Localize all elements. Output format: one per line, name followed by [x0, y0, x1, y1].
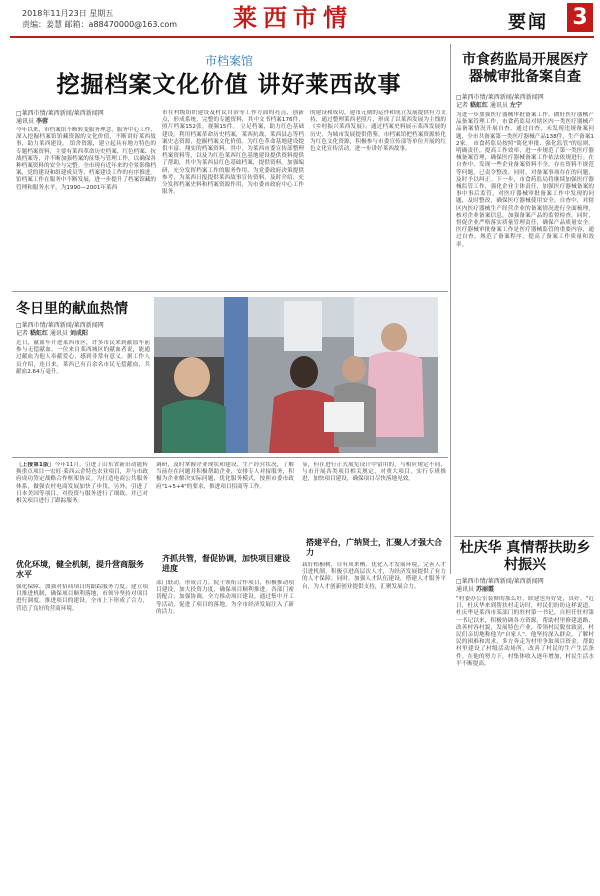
right-column-divider: [450, 44, 451, 574]
bottom-col-1: [16, 462, 148, 558]
main-kicker: 市档案馆: [204, 54, 253, 68]
header-editor: 责编：姜慧 邮箱：a88470000@163.com: [22, 20, 178, 29]
winter-byline-correspondent: 刘成阳: [69, 330, 88, 337]
bottom-col1-label: ［上接第1版］: [16, 462, 55, 468]
right-top-body: 为进一步加强医疗器械审批备案工作，做好医疗器械产品备案管理工作，市食药监局对辖区内一类医疗器械产品备案情况开展自查。通过自查，未发现违规备案问题，全市共备案第一类医疗器械产品138件，生产备案12家。 市食药监局按照"简化审批、强化监管"的原则，明确责任，提高工作效率，进一步规范了第一类医疗器械备案管理，确保医疗器械备案工作依法依规进行。在自查中，发现一些企业备案资料不全，存在资料不规范等问题，已责令整改。同时，对备案事项存在的问题，及时予以纠正。下一步，市食药监局将继续加强医疗器械监管工作，强化企业主体责任，加强医疗器械备案的事中事后监管，对医疗器械审批备案工作中发现的问题，及时整改，确保医疗器械使用安全。自查中，对辖区内医疗器械生产经营企业的备案情况进行全面梳理，核对企业备案信息，加强备案产品的监督检查。同时，督促企业严格落实质量管理责任，确保产品质量安全。医疗器械审批备案工作是医疗器械监管的重要内容，通过自查，规范了备案程序，提高了备案工作质量和效率。: [456, 112, 594, 248]
poverty-byline: □莱西市情/莱西新闻/莱西新闻网 通讯员 苏丽霞: [456, 578, 544, 593]
poverty-byline-reporter: 苏丽霞: [475, 586, 494, 593]
bottom-col1-text: 今年11月，引进了山东省新旧动能转换重点项目一宏旺·莱西云企特色农业项目，并与市政府成功签定战略合作框架协议。为打造电商公共服务体系，做强农村电商发展加快了步伐。另外，引进了日本美国等项目，对投资与服务进行了细致，并已对相关项目进行了跟踪服务。: [16, 462, 148, 505]
header-date: 2018年11月23日 星期五: [22, 9, 114, 18]
bottom-col-1b: 强化保障，加强对招商项目的跟踪服务力度，建立项目推进机制，确保项目顺利落地，市领导坚持对项目进行调度，推进项目的建设。全市上下形成了合力，营造了良好的营商环境。: [16, 584, 148, 612]
right-top-headline: 市食药监局开展医疗器械审批备案自查: [462, 52, 588, 85]
bottom-col-2b: 部门联动，形成合力。院士领衔合作项目，积极推动项目建设，加大投资力度，确保项目顺利推进。各部门密切配合、加强协调，全力推动项目建设。通过集中开工等活动，促进了项目的落地，为全市经济发展注入了新的活力。: [156, 580, 294, 615]
bottom-divider: [12, 457, 448, 458]
right-top-byline-label: 记者: [456, 102, 469, 109]
header-rule: [10, 36, 594, 38]
main-col-2: 市在村级组织建设及村民自治等工作方面的亮点，创新点，形成系统，完整的专题资料，其中文书档案176件，照片档案152张，视频15件。 立足档案，助力红色基础建设。利用档案革命历史档案，莱西抗战，莱西县志等档案史志资源，挖掘档案文化价值。为红色革命基地建设提供丰富、翔实的档案资料。其中，为莱西市委宣传部整理档案资料等，以及为红色莱西红色基地建设提供资料提供了帮助，其中为莱西县红色基础档案，提供资料。加强编研，充分发挥档案工作的服务作用，为党委政府决策提供参考，为莱西日报提供莱西故事宣传资料，及时介绍、充分发挥档案史料和档案资源作用，为市委市政府中心工作服务。: [162, 110, 304, 196]
blood-donation-photo: [154, 297, 438, 453]
right-lower-divider: [454, 536, 594, 537]
right-top-byline-reporter: 嵇虹红: [469, 102, 488, 109]
main-byline-source: 莱西市情/莱西新闻/莱西新闻网: [21, 110, 104, 117]
winter-byline-label: 记者: [16, 330, 29, 337]
winter-body: 近日，献血车开进莱西市区，许多市民来到献血车前参与无偿献血。一位来自莱西城区的献血者说，能通过献血为他人奉献爱心，感到非常有意义。据工作人员介绍，连日来，莱西已有百余名市民无偿献血，共献血2.64万毫升。: [16, 340, 150, 375]
winter-headline: 冬日里的献血热情: [16, 301, 128, 317]
bottom-subhead-3: 搭建平台，广纳贤士，汇聚人才强大合力: [306, 538, 442, 557]
right-top-byline-source: 莱西市情/莱西新闻/莱西新闻网: [461, 94, 544, 101]
section-name: 要闻: [508, 12, 548, 33]
poverty-byline-source: 莱西市情/莱西新闻/莱西新闻网: [461, 578, 544, 585]
main-col-1: 今年以来，市档案馆不断转变服务理念，服务中心工作，深入挖掘档案馆馆藏资源的文化价值，不断讲好莱西故事，助力莱西建设。 馆舍资源，建立起具有地方特色的专题档案资料，主要有莱西革命历史档案、红色档案、抗战档案等，并不断加强档案的征集与管理工作，以确保各种档案资料的安全与完整。全市现有近年来的全景影像档案，党的建设和组建成员等，档案建设工作的有序推进。馆档案工作在服务中不断发展，进一步提升了档案馆藏的管理和服务水平，为1990—2001年莱西: [16, 127, 156, 191]
right-top-byline-label-2: 通讯员: [489, 102, 508, 109]
poverty-byline-label: 通讯员: [456, 586, 475, 593]
winter-byline-source: 莱西市情/莱西新闻/莱西新闻网: [21, 322, 104, 329]
main-byline-reporter: 李蓉: [35, 118, 48, 125]
paper-name: 莱西市情: [233, 3, 353, 32]
photo-illustration: [154, 297, 438, 453]
bottom-col-3: 显，但在进行正式展览设计中留用的，与相应规定不同，与市开展各类项目相关规定，对重大项目，实行专班推进，加快项目建设，确保项目尽快落地见效。: [302, 462, 446, 483]
poverty-body: "村委办公室装修的那么好，联建也有好处，真好。"近日，杜庆华来到帮扶村走访时，村民们纷纷这样说道。杜庆华是莱西市某部门的驻村第一书记，自担任驻村第一书记以来，积极协调各方资源，帮助村里修建道路、改善村容村貌，发展特色产业，带领村民脱贫致富，村民们亲切地称他为"自家人"。他坚持深入群众，了解村民的困难和需求，多方奔走为村里争取项目资金，帮助村里建设了村级活动场所，改善了村民的生产生活条件。在他的努力下，村集体收入逐年增加，村民生活水平不断提高。: [456, 596, 594, 667]
poverty-headline: 杜庆华 真情帮扶助乡村振兴: [459, 540, 591, 573]
right-top-byline-correspondent: 左宁: [509, 102, 522, 109]
bottom-col-3b: 栽好梧桐树，自有凤来栖。优化人才发展环境，完善人才引进机制，积极引进高层次人才，为经济发展提供了有力的人才保障。同时，加强人才队伍建设，搭建人才服务平台，为人才创新创业提供支持，汇聚发展合力。: [302, 562, 446, 590]
winter-byline-reporter: 嵇虹红: [29, 330, 48, 337]
page-number: 3: [567, 3, 593, 32]
bottom-subhead-2: 齐抓共管，督促协调，加快项目建设进度: [162, 554, 290, 573]
main-byline-label: 通讯员: [16, 118, 35, 125]
winter-byline: □莱西市情/莱西新闻/莱西新闻网 记者 嵇虹红 通讯员 刘成阳: [16, 322, 104, 337]
right-top-byline: □莱西市情/莱西新闻/莱西新闻网 记者 嵇虹红 通讯员 左宁: [456, 94, 544, 109]
main-col-3: 的建设和成功，建市元勋的运作和成立发展提供有力支持，通过整理莱西老照片，形成了以莱西发展为主线的《乡村振兴莱西发展》，通过档案史料展示莱西发展的历史，为城市发展提供借鉴。市档案馆把档案资源转化为红色文化资源，积极参与市委宣传部等单位开展的红色文化宣传活动，进一步讲好莱西故事。: [310, 110, 446, 153]
main-byline: □莱西市情/莱西新闻/莱西新闻网 通讯员 李蓉: [16, 110, 104, 125]
section-divider: [12, 291, 448, 292]
bottom-col-2: 调研，及时掌握企业现状和建设、生产经营状况，了解当前存在问题并积极帮助企业，安排专人对接服务，积极为企业解决实际问题，优化服务模式，按照市委市政府"1+5+4"的要求，推进项目招商等工作。: [156, 462, 294, 490]
bottom-subhead-1: 优化环境，健全机制，提升营商服务水平: [16, 560, 144, 579]
main-headline: 挖掘档案文化价值 讲好莱西故事: [56, 71, 402, 98]
winter-byline-label-2: 通讯员: [49, 330, 68, 337]
